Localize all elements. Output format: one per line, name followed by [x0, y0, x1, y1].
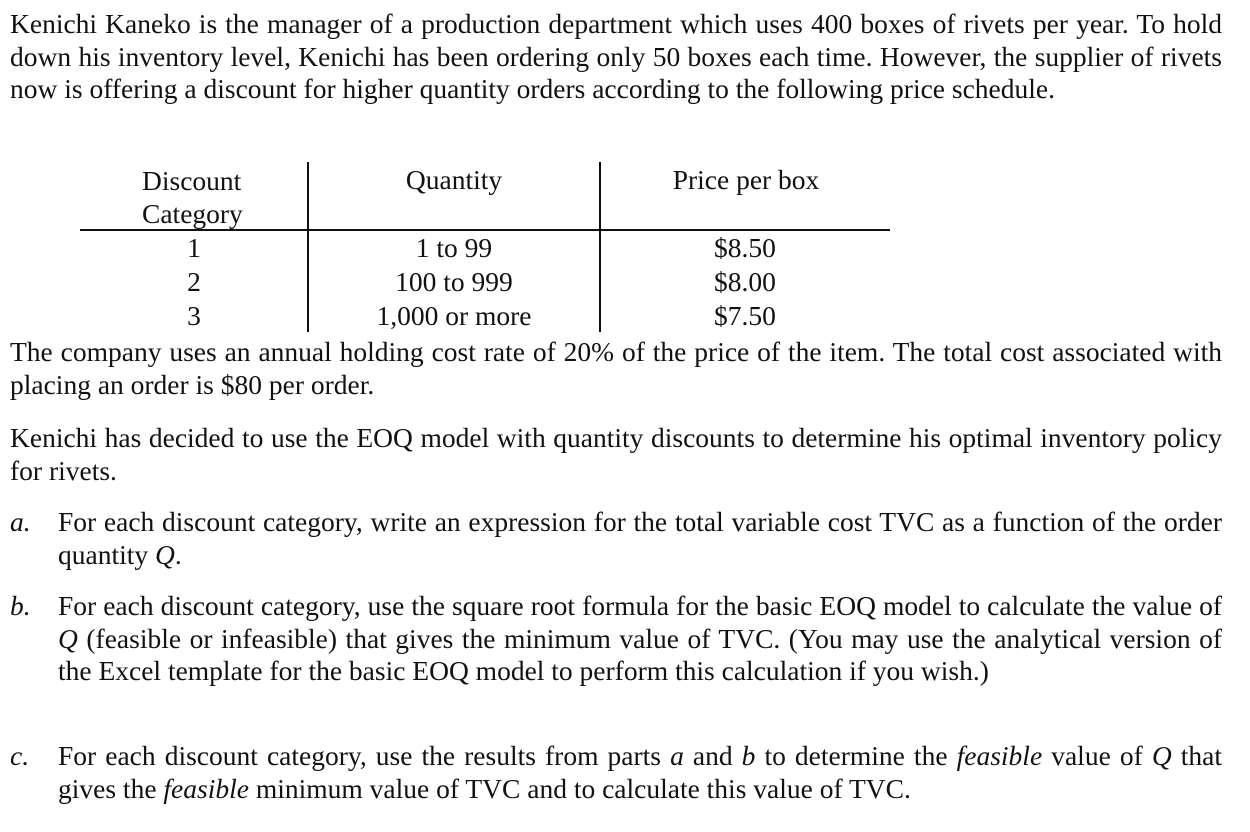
cell-category: 3 — [187, 300, 201, 331]
header-discount-category — [142, 164, 243, 230]
eoq-decision-paragraph: Kenichi has decided to use the EOQ model with quantity discounts to determine his optimal inventory policy for rivets. — [10, 422, 1222, 486]
cell-price: $8.00 — [714, 266, 776, 297]
cell-price: $8.50 — [714, 232, 776, 263]
header-price-per-box: Price per box — [672, 164, 820, 195]
cell-quantity: 1 to 99 — [415, 232, 493, 263]
question-b-text: For each discount category, use the square root formula for the basic EOQ model to calculate the value of Q (feasible or infeasible) that gives the minimum value of TVC. (You may use the analytical version of the Excel template for the basic EOQ model to perform this calculation if you wish.) — [58, 590, 1222, 686]
question-a-text: For each discount category, write an expression for the total variable cost TVC as a function of the order quantity Q. — [58, 506, 1222, 570]
cell-quantity: 100 to 999 — [395, 266, 513, 297]
cell-price: $7.50 — [714, 300, 776, 331]
intro-paragraph: Kenichi Kaneko is the manager of a production department which uses 400 boxes of rivets per year. To hold down his inventory level, Kenichi has been ordering only 50 boxes each time. However, the supplier of rivets now is offering a discount for higher quantity orders according to the following price schedule. — [10, 8, 1222, 104]
header-category-line1: Discount — [142, 165, 242, 196]
price-schedule-table — [80, 162, 890, 332]
question-b-marker: b. — [10, 590, 31, 621]
table-row — [80, 300, 890, 332]
header-quantity: Quantity — [405, 164, 503, 195]
cell-category: 2 — [187, 266, 201, 297]
cell-quantity: 1,000 or more — [376, 300, 532, 331]
cell-category: 1 — [187, 232, 201, 263]
question-c-text: For each discount category, use the results from parts a and b to determine the feasible value of Q that gives the feasible minimum value of TVC and to calculate this value of TVC. — [58, 740, 1222, 804]
question-a-marker: a. — [10, 506, 31, 537]
table-row — [80, 266, 890, 298]
question-c-marker: c. — [10, 740, 30, 771]
holding-cost-paragraph: The company uses an annual holding cost rate of 20% of the price of the item. The total cost associated with placing an order is $80 per order. — [10, 336, 1222, 400]
header-category-line2: Category — [142, 198, 243, 229]
table-row — [80, 232, 890, 264]
